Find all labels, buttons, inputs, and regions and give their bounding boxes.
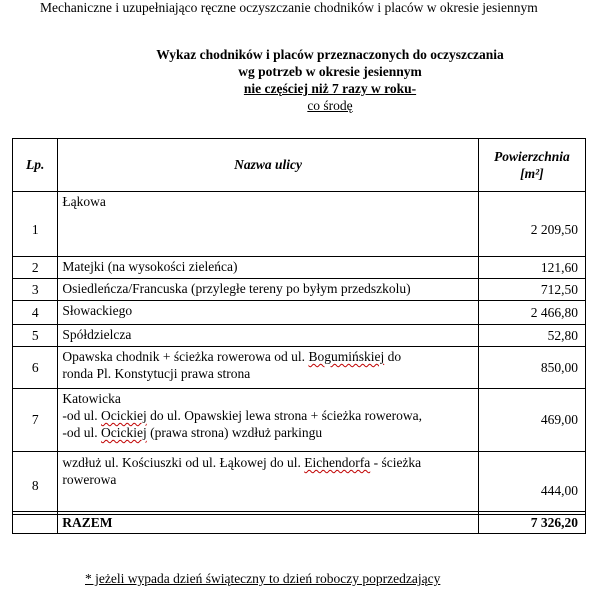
table-row [13, 257, 586, 279]
table-row [13, 192, 586, 257]
row-lp: 4 [13, 301, 58, 325]
row-street-name [58, 452, 478, 515]
row-street-name [58, 389, 478, 452]
text-segment: (prawa strona) wzdłuż parkingu [146, 425, 323, 440]
row-street-line [62, 454, 473, 471]
row-area: 2 209,50 [478, 192, 585, 257]
text-segment: do [384, 349, 402, 364]
table-row [13, 347, 586, 389]
row-lp: 2 [13, 257, 58, 279]
table-row [13, 452, 586, 515]
spellcheck-flagged-word: Eichendorfa [304, 455, 371, 470]
row-lp: 5 [13, 325, 58, 347]
row-area: 121,60 [478, 257, 585, 279]
row-street-line: rowerowa [62, 472, 117, 487]
header-lp: Lp. [13, 139, 58, 192]
table-row [13, 301, 586, 325]
table-row [13, 325, 586, 347]
row-area: 712,50 [478, 279, 585, 301]
row-street-name [58, 347, 478, 389]
row-street-name: Słowackiego [58, 301, 478, 325]
document-top-title: Mechaniczne i uzupełniająco ręczne oczyszczanie chodników i placów w okresie jesiennym [40, 0, 538, 15]
footnote: * jeżeli wypada dzień świąteczny to dzień roboczy poprzedzający [85, 571, 441, 586]
text-segment: Opawska chodnik + ścieżka rowerowa od ul. [62, 349, 309, 364]
header-area-unit: [m²] [520, 166, 544, 181]
table-header-row [13, 139, 586, 192]
row-lp: 8 [13, 452, 58, 515]
text-segment: -od ul. [62, 408, 102, 423]
row-street-name: Spółdzielcza [58, 325, 478, 347]
total-value: 7 326,20 [479, 512, 586, 534]
row-area: 52,80 [478, 325, 585, 347]
table-row [13, 279, 586, 301]
row-lp: 7 [13, 389, 58, 452]
row-area: 444,00 [478, 452, 585, 515]
total-lp-empty [13, 512, 58, 534]
spellcheck-flagged-word: Ocickiej [101, 425, 147, 440]
total-table [12, 511, 586, 534]
text-segment: -od ul. [62, 425, 102, 440]
spellcheck-flagged-word: Ocickiej [101, 408, 147, 423]
list-heading-day: co środę [307, 98, 353, 113]
list-heading-line1: Wykaz chodników i placów przeznaczonych do oczyszczania [156, 47, 504, 62]
text-segment: wzdłuż ul. Kościuszki od ul. Łąkowej do ul. [62, 455, 305, 470]
text-segment: - ścieżka [370, 455, 422, 470]
row-street-name: Matejki (na wysokości zieleńca) [58, 257, 478, 279]
total-label: RAZEM [58, 512, 479, 534]
row-street-line [62, 407, 473, 424]
streets-table [12, 138, 586, 515]
total-row [13, 512, 586, 534]
header-street-name: Nazwa ulicy [58, 139, 478, 192]
row-street-line: Katowicka [62, 391, 121, 406]
row-lp: 3 [13, 279, 58, 301]
row-area: 469,00 [478, 389, 585, 452]
spellcheck-flagged-word: Bogumińskiej [308, 349, 385, 364]
row-area: 850,00 [478, 347, 585, 389]
row-lp: 1 [13, 192, 58, 257]
text-segment: do ul. Opawskiej lewa strona + ścieżka rowerowa, [146, 408, 423, 423]
list-heading-frequency: nie częściej niż 7 razy w roku- [243, 81, 417, 96]
header-area-label: Powierzchnia [493, 149, 570, 164]
row-street-line [62, 424, 473, 441]
list-heading-line2: wg potrzeb w okresie jesiennym [238, 64, 422, 79]
row-street-line [62, 348, 473, 365]
row-street-name: Osiedleńcza/Francuska (przyległe tereny po byłym przedszkolu) [58, 279, 478, 301]
row-lp: 6 [13, 347, 58, 389]
row-street-name: Łąkowa [58, 192, 478, 257]
table-row [13, 389, 586, 452]
row-area: 2 466,80 [478, 301, 585, 325]
row-street-line: ronda Pl. Konstytucji prawa strona [62, 366, 251, 381]
header-area [478, 139, 585, 192]
